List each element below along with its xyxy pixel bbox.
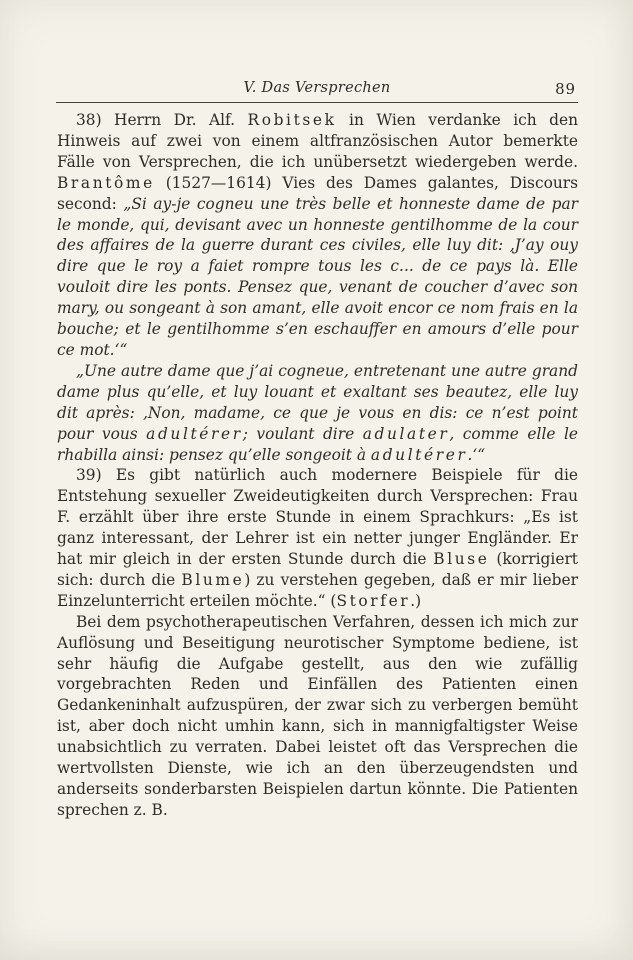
text-run: adultérer xyxy=(370,445,468,464)
text-run: 39) Es gibt natürlich auch modernere Beispiele für die Entstehung sexueller Zweideutigkeiten durch Versprechen: Frau F. erzählt über ihre erste Stunde in einem Sprachkurs: „Es ist ganz interessant, der Lehrer ist ein netter junger Engländer. Er hat mir gleich in der ersten Stunde durch die xyxy=(57,466,578,569)
page-body xyxy=(57,110,578,821)
text-run: Blume xyxy=(181,570,245,589)
text-run: Bluse xyxy=(433,550,490,569)
text-run: 38) Herrn Dr. Alf. xyxy=(76,111,248,129)
text-run: .‘“ xyxy=(467,445,486,464)
text-run: ; voulant dire xyxy=(242,424,363,443)
text-run: (1527—1614) Vies des Dames galantes, Discours second: xyxy=(57,173,578,213)
text-run: adulater xyxy=(362,424,450,443)
footnote-38 xyxy=(57,110,578,361)
text-run: Bei dem psychotherapeutischen Verfahren, dessen ich mich zur Auflösung und Beseitigung neurotischer Symptome bediene, ist sehr häufig die Aufgabe gestellt, aus den wie zufällig vorgebrachten Reden und Einfällen des Patienten einen Gedankeninhalt aufzuspüren, der zwar sich zu verbergen bemüht ist, aber doch nicht umhin kann, sich in mannigfaltigster Weise unabsichtlich zu verraten. Dabei leistet oft das Versprechen die wertvollsten Dienste, wie ich an den überzeugendsten und anderseits sonderbarsten Beispielen dartun könnte. Die Patienten sprechen z. B. xyxy=(57,612,578,819)
text-run: Storfer xyxy=(336,591,411,610)
text-run: „Si ay-je cogneu une très belle et honneste dame de par le monde, qui, devisant avec un honneste gentilhomme de la cour des affaires de la guerre durant ces civiles, elle luy dit: ‚J’ay ouy dire que le roy a faiet rompre tous les c... de ce pays là. Elle vouloit dire les ponts. Pensez que, venant de coucher d’avec son mary, ou songeant à son amant, elle avoit encor ce nom frais en la bouche; et le gentilhomme s’en eschauffer en amours d’elle pour ce mot.‘“ xyxy=(57,194,578,359)
text-run: , comme elle le rhabilla ainsi: pensez qu’elle songeoit à xyxy=(57,424,579,464)
text-run: (korrigiert sich: durch die xyxy=(57,550,578,589)
footnote-39 xyxy=(57,465,578,611)
text-run: in Wien verdanke ich den Hinweis auf zwei von einem altfranzösischen Autor bemerkte Fälle von Versprechen, die ich unübersetzt wiedergeben werde. xyxy=(57,111,578,171)
text-run: Robitsek xyxy=(247,111,337,129)
text-run: Brantôme xyxy=(57,173,155,192)
text-run: adultérer xyxy=(146,424,243,443)
footnote-38-quote-2 xyxy=(57,361,578,466)
text-run: ) zu verstehen gegeben, daß er mir lieber Einzelunterricht erteilen möchte.“ ( xyxy=(57,570,578,610)
running-title: V. Das Versprechen xyxy=(243,80,391,96)
body-paragraph xyxy=(57,612,578,821)
text-run: „Une autre dame que j’ai cogneue, entretenant une autre grand dame plus qu’elle, et luy louant et exaltant ses beautez, elle luy dit après: ‚Non, madame, ce que je vous en dis: ce n’est point pour vous xyxy=(57,361,578,443)
header-rule xyxy=(56,102,578,103)
page-header xyxy=(56,80,578,100)
page-number: 89 xyxy=(555,80,576,98)
text-run: .) xyxy=(410,591,422,610)
